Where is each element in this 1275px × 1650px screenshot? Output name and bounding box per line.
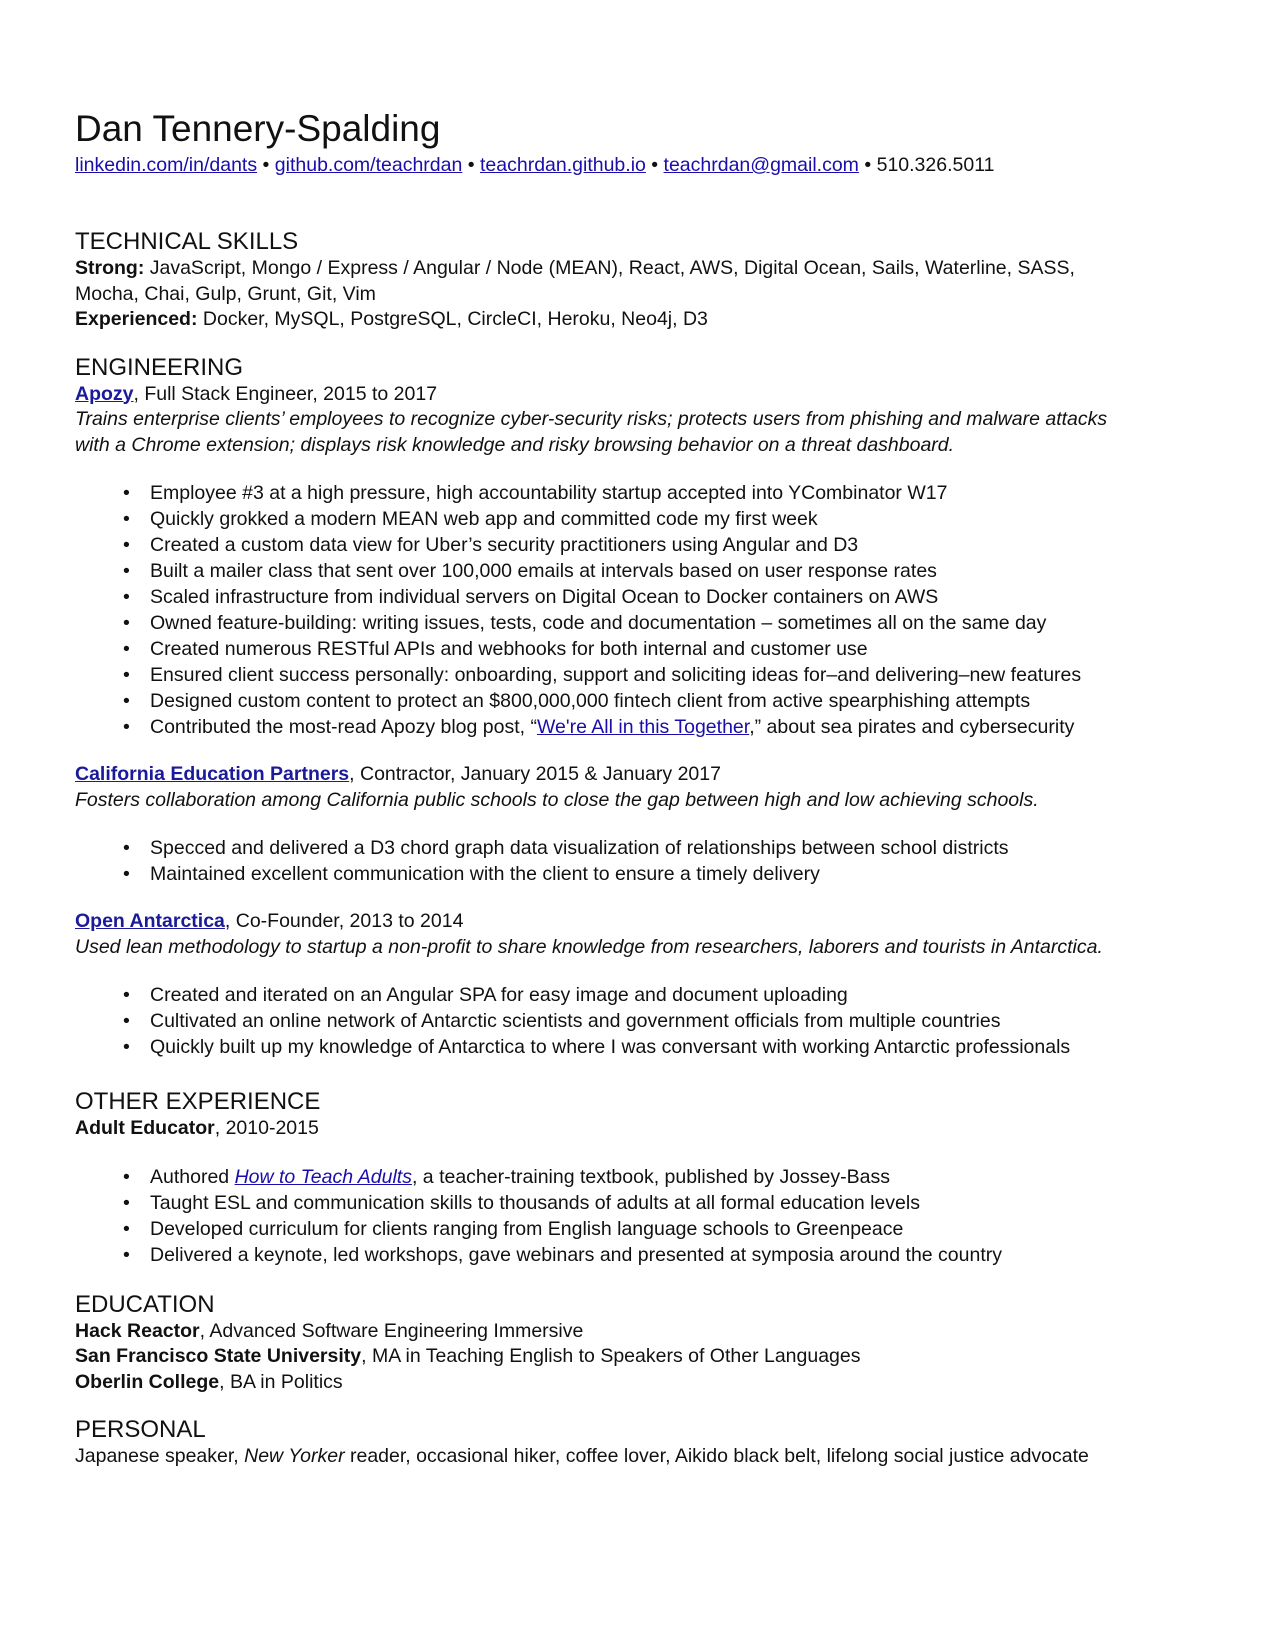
- list-item: • Delivered a keynote, led workshops, gave webinars and presented at symposia around the country: [75, 1242, 1205, 1268]
- section-title-education: EDUCATION: [75, 1290, 215, 1318]
- job-description-continued: with a Chrome extension; displays risk knowledge and risky browsing behavior on a threat dashboard.: [75, 433, 955, 456]
- personal-italic: New Yorker: [244, 1445, 345, 1467]
- skills-strong: [75, 256, 1205, 282]
- list-item: • Cultivated an online network of Antarctic scientists and government officials from multiple countries: [75, 1008, 1205, 1034]
- job-role: , Full Stack Engineer, 2015 to 2017: [133, 382, 438, 405]
- linkedin-link[interactable]: linkedin.com/in/dants: [75, 154, 258, 176]
- education-item: [75, 1344, 1205, 1370]
- school-degree: , Advanced Software Engineering Immersive: [199, 1319, 584, 1342]
- school-degree: , MA in Teaching English to Speakers of Other Languages: [361, 1345, 861, 1367]
- resume-page: [75, 108, 1205, 1470]
- skills-strong-label: Strong:: [75, 257, 145, 279]
- job-bullets-cep: [75, 835, 1205, 887]
- separator: •: [462, 154, 480, 176]
- list-item: • Ensured client success personally: onboarding, support and soliciting ideas for–and delivering–new features: [75, 662, 1205, 688]
- book-bullet-post: , a teacher-training textbook, published by Jossey-Bass: [411, 1165, 890, 1188]
- job-header-cep: [75, 762, 1205, 788]
- job-role: , Contractor, January 2015 & January 2017: [349, 763, 721, 785]
- section-title-personal: PERSONAL: [75, 1416, 206, 1443]
- education-item: [75, 1319, 1205, 1345]
- separator: •: [858, 154, 877, 176]
- list-item: • Created a custom data view for Uber’s security practitioners using Angular and D3: [75, 532, 1205, 558]
- skills-strong-text: JavaScript, Mongo / Express / Angular / Node (MEAN), React, AWS, Digital Ocean, Sails, Waterline, SASS,: [144, 257, 1075, 279]
- list-item: • Scaled infrastructure from individual servers on Digital Ocean to Docker containers on AWS: [75, 584, 1205, 610]
- github-link[interactable]: github.com/teachrdan: [274, 154, 463, 176]
- blog-bullet-pre: Contributed the most-read Apozy blog post, “: [150, 716, 537, 738]
- list-item: • Created and iterated on an Angular SPA for easy image and document uploading: [75, 982, 1205, 1008]
- blog-post-link[interactable]: We're All in this Together: [536, 716, 750, 738]
- job-header-apozy: [75, 382, 1205, 408]
- skills-experienced-label: Experienced:: [75, 308, 198, 330]
- website-link[interactable]: teachrdan.github.io: [480, 154, 646, 176]
- contact-line: [75, 152, 1205, 178]
- list-item: • Quickly grokked a modern MEAN web app and committed code my first week: [75, 506, 1205, 532]
- separator: •: [257, 154, 275, 176]
- email-link[interactable]: teachrdan@gmail.com: [663, 154, 859, 176]
- job-header-open-antarctica: [75, 909, 1205, 935]
- other-bullets: [75, 1164, 1205, 1268]
- other-role-title: Adult Educator: [75, 1117, 215, 1139]
- list-item: • Developed curriculum for clients ranging from English language schools to Greenpeace: [75, 1216, 1205, 1242]
- skills-experienced: [75, 307, 1205, 333]
- job-description: Used lean methodology to startup a non-profit to share knowledge from researchers, laborers and tourists in Antarctica.: [75, 935, 1103, 958]
- other-role: [75, 1116, 1205, 1142]
- list-item: [75, 714, 1205, 740]
- job-description: Fosters collaboration among California public schools to close the gap between high and low achieving schools.: [75, 788, 1039, 811]
- job-bullets-apozy: [75, 480, 1205, 740]
- list-item: • Built a mailer class that sent over 100,000 emails at intervals based on user response rates: [75, 558, 1205, 584]
- separator: •: [645, 154, 664, 176]
- list-item: • Maintained excellent communication with the client to ensure a timely delivery: [75, 861, 1205, 887]
- section-title-other-experience: OTHER EXPERIENCE: [75, 1088, 321, 1115]
- job-role: , Co-Founder, 2013 to 2014: [224, 910, 464, 932]
- company-link-apozy[interactable]: Apozy: [75, 382, 134, 405]
- skills-experienced-text: Docker, MySQL, PostgreSQL, CircleCI, Heroku, Neo4j, D3: [197, 308, 708, 330]
- company-link-open-antarctica[interactable]: Open Antarctica: [75, 910, 225, 932]
- school-degree: , BA in Politics: [219, 1370, 343, 1393]
- personal-line: [75, 1444, 1205, 1470]
- section-title-engineering: ENGINEERING: [75, 353, 244, 381]
- book-link[interactable]: How to Teach Adults: [234, 1165, 412, 1188]
- list-item: • Employee #3 at a high pressure, high accountability startup accepted into YCombinator W17: [75, 480, 1205, 506]
- job-bullets-open-antarctica: [75, 982, 1205, 1060]
- skills-strong-continued: Mocha, Chai, Gulp, Grunt, Git, Vim: [75, 282, 376, 305]
- list-item: • Owned feature-building: writing issues, tests, code and documentation – sometimes all on the same day: [75, 610, 1205, 636]
- list-item: [75, 1164, 1205, 1190]
- list-item: • Taught ESL and communication skills to thousands of adults at all formal education levels: [75, 1190, 1205, 1216]
- list-item: • Created numerous RESTful APIs and webhooks for both internal and customer use: [75, 636, 1205, 662]
- other-role-years: , 2010-2015: [214, 1117, 319, 1139]
- list-item: • Designed custom content to protect an $800,000,000 fintech client from active spearphishing attempts: [75, 688, 1205, 714]
- book-bullet-pre: Authored: [150, 1165, 235, 1188]
- school-name: San Francisco State University: [75, 1345, 362, 1367]
- education-item: [75, 1370, 1205, 1396]
- school-name: Oberlin College: [75, 1370, 220, 1393]
- job-description: Trains enterprise clients’ employees to recognize cyber-security risks; protects users from phishing and malware attacks: [75, 408, 1108, 430]
- school-name: Hack Reactor: [75, 1319, 200, 1342]
- list-item: • Quickly built up my knowledge of Antarctica to where I was conversant with working Antarctic professionals: [75, 1034, 1205, 1060]
- personal-post: reader, occasional hiker, coffee lover, Aikido black belt, lifelong social justice advocate: [344, 1445, 1089, 1467]
- blog-bullet-post: ,” about sea pirates and cybersecurity: [749, 716, 1075, 738]
- section-title-skills: TECHNICAL SKILLS: [75, 228, 299, 255]
- candidate-name: Dan Tennery-Spalding: [75, 108, 441, 149]
- phone-number: 510.326.5011: [876, 154, 995, 176]
- list-item: • Specced and delivered a D3 chord graph data visualization of relationships between school districts: [75, 835, 1205, 861]
- company-link-california-education-partners[interactable]: California Education Partners: [75, 763, 350, 785]
- personal-pre: Japanese speaker,: [75, 1445, 245, 1467]
